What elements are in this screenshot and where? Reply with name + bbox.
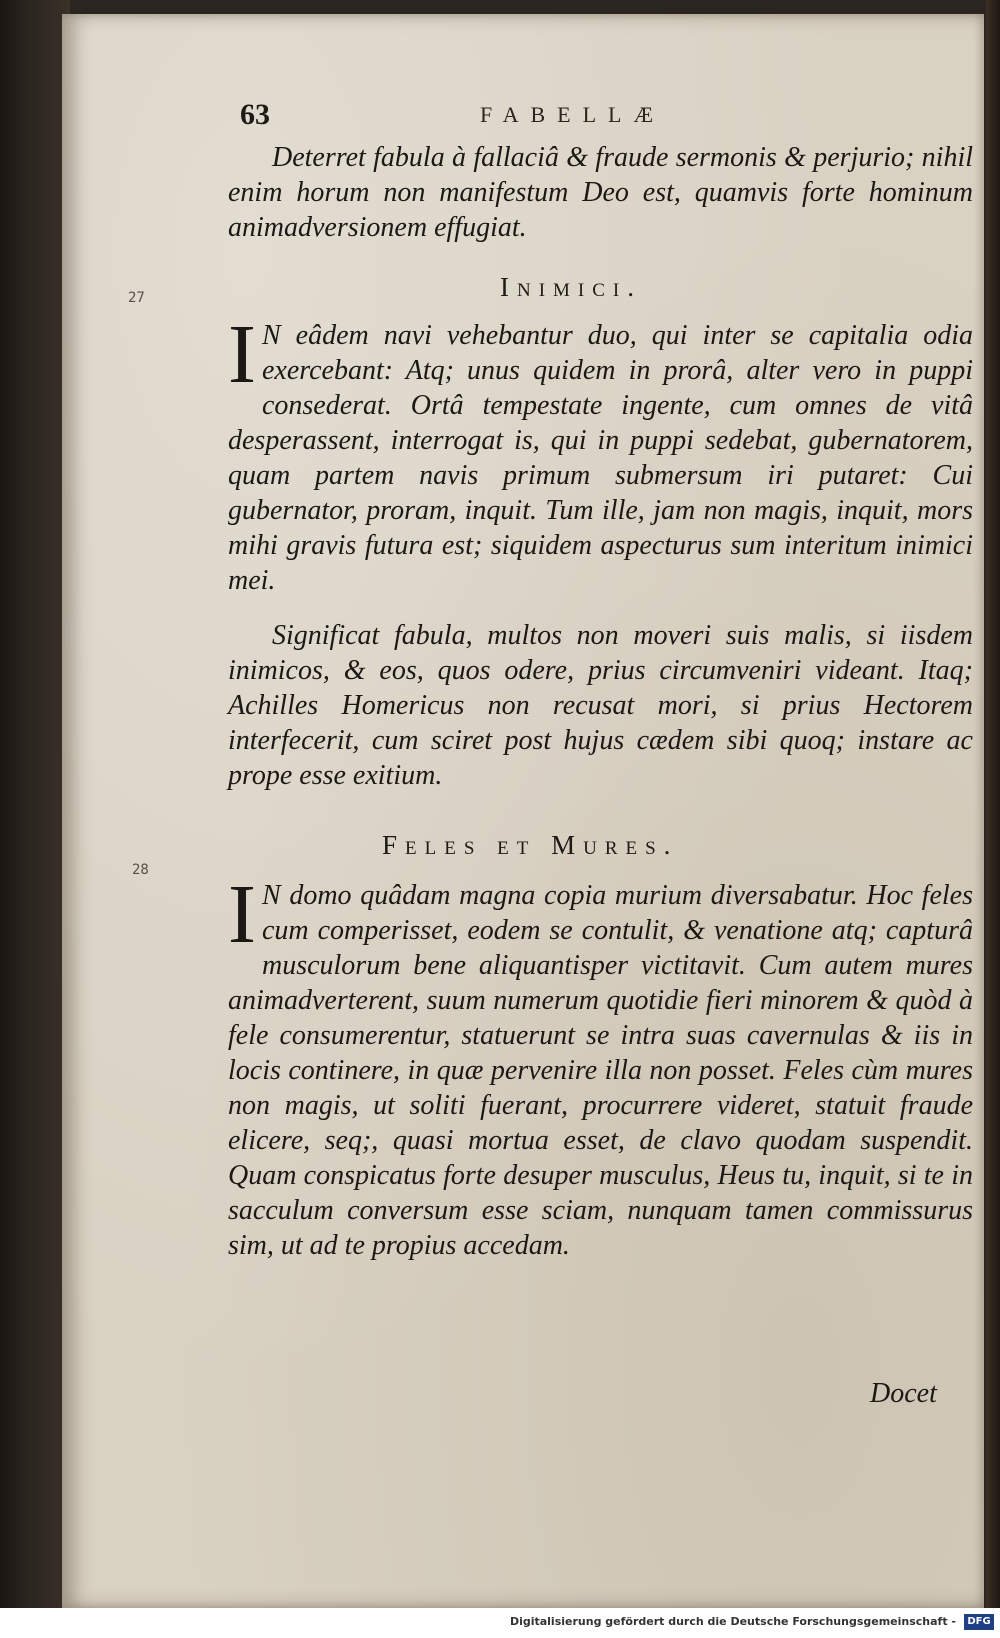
book-page [62,14,984,1608]
page-header [240,98,980,134]
fable-intro-moral: Deterret fabula à fallaciâ & fraude sermonis & perjurio; nihil enim horum non manifestum Deo est, quamvis forte hominum animadversionem effugiat. [228,142,973,243]
book-binding-left [0,0,70,1638]
footer-bar [0,1608,1000,1638]
section-title-feles: Feles et Mures. [382,830,679,860]
dfg-logo: DFG [964,1614,994,1630]
dropcap-inimici: I [228,308,256,401]
book-binding-right [986,0,1000,1638]
margin-note-second: 28 [132,862,149,878]
fable-feles-text: N domo quâdam magna copia murium diversabatur. Hoc feles cum comperisset, eodem se contulit, & venatione atq; capturâ musculorum bene aliquantisper victitavit. Cum autem mures animadverterent, suum numerum quotidie fieri minorem & quòd à fele consumerentur, statuerunt se intra suas cavernulas & iis in locis continere, in quæ pervenire illa non posset. Feles cùm mures non magis, ut soliti fuerant, procurrere videret, statuit fraude elicere, seq;, quasi mortua esset, de clavo quodam suspendit. Quam conspicatus forte desuper musculus, Heus tu, inquit, si te in sacculum conversum esse sciam, nunquam tamen commissurus sim, ut ad te propius accedam. [228,880,973,1261]
catchword: Docet [870,1378,937,1409]
footer-credit: Digitalisierung gefördert durch die Deutsche Forschungsgemeinschaft - [509,1615,956,1628]
fable-inimici-text: N eâdem navi vehebantur duo, qui inter se capitalia odia exercebant: Atq; unus quidem in prorâ, alter vero in puppi consederat. Ortâ tempestate ingente, cum omnes de vitâ desperassent, interrogat is, qui in puppi sedebat, gubernatorem, quam partem navis primum submersum iri putaret: Cui gubernator, proram, inquit. Tum ille, jam non magis, inquit, mors mihi gravis futura est; siquidem aspecturus sum interitum inimici mei. [228,320,973,596]
page-number: 63 [240,98,270,131]
fable-inimici-moral: Significat fabula, multos non moveri suis malis, si iisdem inimicos, & eos, quos odere, prius circumveniri videant. Itaq; Achilles Homericus non recusat mori, si prius Hectorem interfecerit, cum sciret post hujus cædem sibi quoq; instare ac prope esse exitium. [228,620,973,791]
section-title-inimici: Inimici. [500,272,643,302]
running-title: FABELLÆ [480,102,666,127]
fable-feles-body [228,868,973,1263]
dropcap-feles: I [228,868,256,961]
fable-inimici-body [228,308,973,598]
margin-note-first: 27 [128,290,145,306]
